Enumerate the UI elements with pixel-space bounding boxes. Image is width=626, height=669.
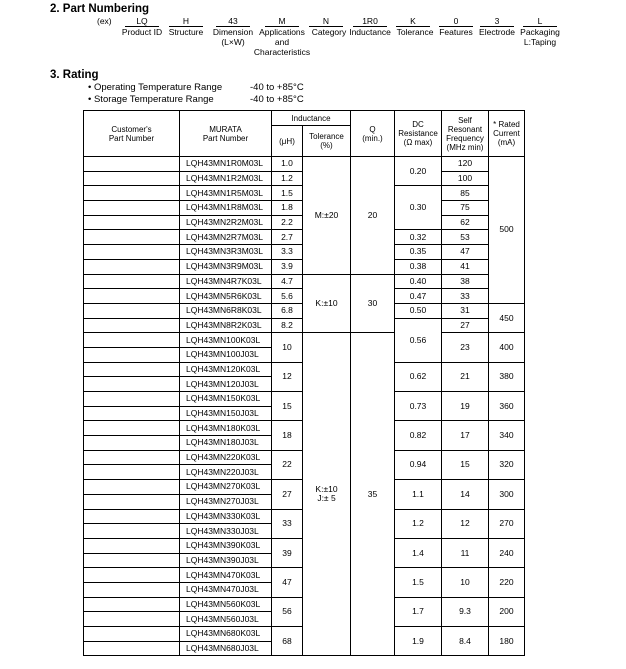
rated-current-value: 220	[489, 568, 525, 597]
murata-part-number: LQH43MN270J03L	[180, 494, 272, 509]
murata-part-number: LQH43MN1R0M03L	[180, 157, 272, 172]
header-q: Q (min.)	[351, 111, 395, 157]
murata-part-number: LQH43MN1R8M03L	[180, 201, 272, 216]
dc-resistance-value: 0.40	[395, 274, 442, 289]
operating-temp-value: -40 to +85°C	[250, 82, 304, 93]
header-srf: Self Resonant Frequency (MHz min)	[442, 111, 489, 157]
section-3-title: 3. Rating	[50, 69, 99, 81]
rated-current-value: 300	[489, 480, 525, 509]
rated-current-value: 340	[489, 421, 525, 450]
inductance-value: 1.0	[272, 157, 303, 172]
murata-part-number: LQH43MN3R9M03L	[180, 259, 272, 274]
header-rated-current: * Rated Current (mA)	[489, 111, 525, 157]
murata-part-number: LQH43MN390J03L	[180, 553, 272, 568]
customer-part-cell	[84, 406, 180, 421]
srf-value: 27	[442, 318, 489, 333]
rated-current-value: 400	[489, 333, 525, 362]
srf-value: 120	[442, 157, 489, 172]
customer-part-cell	[84, 347, 180, 362]
rated-current-value: 500	[489, 157, 525, 304]
murata-part-number: LQH43MN680K03L	[180, 627, 272, 642]
customer-part-cell	[84, 157, 180, 172]
srf-value: 17	[442, 421, 489, 450]
rated-current-value: 450	[489, 303, 525, 332]
customer-part-cell	[84, 480, 180, 495]
desc-9: Packaging L:Taping	[520, 27, 560, 47]
murata-part-number: LQH43MN150K03L	[180, 392, 272, 407]
srf-value: 41	[442, 259, 489, 274]
customer-part-cell	[84, 509, 180, 524]
customer-part-cell	[84, 612, 180, 627]
desc-1: Structure	[168, 27, 204, 37]
customer-part-cell	[84, 538, 180, 553]
inductance-value: 22	[272, 450, 303, 479]
dc-resistance-value: 0.73	[395, 392, 442, 421]
inductance-value: 6.8	[272, 303, 303, 318]
srf-value: 15	[442, 450, 489, 479]
dc-resistance-value: 1.5	[395, 568, 442, 597]
code-2: 43	[228, 16, 238, 26]
murata-part-number: LQH43MN2R2M03L	[180, 215, 272, 230]
table-row	[84, 157, 525, 172]
customer-part-cell	[84, 597, 180, 612]
tolerance-text: M:±20	[314, 209, 339, 220]
dc-resistance-value: 1.7	[395, 597, 442, 626]
header-customer-part: Customer's Part Number	[84, 111, 180, 157]
murata-part-number: LQH43MN560J03L	[180, 612, 272, 627]
srf-value: 31	[442, 303, 489, 318]
srf-value: 19	[442, 392, 489, 421]
murata-part-number: LQH43MN120J03L	[180, 377, 272, 392]
table-row	[84, 274, 525, 289]
murata-part-number: LQH43MN150J03L	[180, 406, 272, 421]
desc-5: Inductance	[349, 27, 391, 37]
srf-value: 12	[442, 509, 489, 538]
murata-part-number: LQH43MN3R3M03L	[180, 245, 272, 260]
dc-resistance-value: 1.2	[395, 509, 442, 538]
srf-value: 47	[442, 245, 489, 260]
inductance-value: 15	[272, 392, 303, 421]
table-row	[84, 333, 525, 348]
inductance-value: 1.5	[272, 186, 303, 201]
inductance-value: 2.2	[272, 215, 303, 230]
inductance-value: 39	[272, 538, 303, 567]
srf-value: 75	[442, 201, 489, 216]
customer-part-cell	[84, 171, 180, 186]
customer-part-cell	[84, 201, 180, 216]
header-tolerance: Tolerance (%)	[303, 126, 351, 157]
customer-part-cell	[84, 259, 180, 274]
dc-resistance-value: 1.1	[395, 480, 442, 509]
dc-resistance-value: 0.38	[395, 259, 442, 274]
customer-part-cell	[84, 553, 180, 568]
code-9: L	[537, 16, 543, 26]
customer-part-cell	[84, 215, 180, 230]
murata-part-number: LQH43MN2R7M03L	[180, 230, 272, 245]
rated-current-value: 200	[489, 597, 525, 626]
inductance-value: 1.2	[272, 171, 303, 186]
customer-part-cell	[84, 494, 180, 509]
customer-part-cell	[84, 377, 180, 392]
q-value: 35	[351, 333, 395, 656]
tolerance-value	[303, 157, 351, 275]
q-value: 30	[351, 274, 395, 333]
murata-part-number: LQH43MN220J03L	[180, 465, 272, 480]
customer-part-cell	[84, 392, 180, 407]
murata-part-number: LQH43MN680J03L	[180, 641, 272, 656]
inductance-value: 4.7	[272, 274, 303, 289]
code-1: H	[182, 16, 190, 26]
srf-value: 21	[442, 362, 489, 391]
srf-value: 14	[442, 480, 489, 509]
dc-resistance-value: 0.94	[395, 450, 442, 479]
dc-resistance-value: 0.82	[395, 421, 442, 450]
srf-value: 8.4	[442, 627, 489, 656]
murata-part-number: LQH43MN220K03L	[180, 450, 272, 465]
inductance-value: 47	[272, 568, 303, 597]
inductance-value: 8.2	[272, 318, 303, 333]
code-4: N	[322, 16, 330, 26]
dc-resistance-value: 0.56	[395, 318, 442, 362]
code-5: 1R0	[362, 16, 378, 26]
storage-temp-value: -40 to +85°C	[250, 94, 304, 105]
inductance-value: 27	[272, 480, 303, 509]
tolerance-value	[303, 274, 351, 333]
desc-4: Category	[311, 27, 347, 37]
srf-value: 85	[442, 186, 489, 201]
customer-part-cell	[84, 627, 180, 642]
murata-part-number: LQH43MN470K03L	[180, 568, 272, 583]
inductance-value: 3.9	[272, 259, 303, 274]
code-0: LQ	[136, 16, 148, 26]
customer-part-cell	[84, 274, 180, 289]
murata-part-number: LQH43MN100J03L	[180, 347, 272, 362]
srf-value: 62	[442, 215, 489, 230]
dc-resistance-value: 1.9	[395, 627, 442, 656]
customer-part-cell	[84, 568, 180, 583]
dc-resistance-value: 0.20	[395, 157, 442, 186]
example-label: (ex)	[97, 16, 112, 26]
desc-2: Dimension (L×W)	[212, 27, 254, 47]
inductance-value: 56	[272, 597, 303, 626]
header-murata-part: MURATA Part Number	[180, 111, 272, 157]
customer-part-cell	[84, 641, 180, 656]
customer-part-cell	[84, 465, 180, 480]
inductance-value: 18	[272, 421, 303, 450]
rated-current-value: 270	[489, 509, 525, 538]
rated-current-value: 360	[489, 392, 525, 421]
srf-value: 38	[442, 274, 489, 289]
inductance-value: 1.8	[272, 201, 303, 216]
srf-value: 53	[442, 230, 489, 245]
murata-part-number: LQH43MN5R6K03L	[180, 289, 272, 304]
code-7: 0	[453, 16, 459, 26]
dc-resistance-value: 1.4	[395, 538, 442, 567]
desc-0: Product ID	[121, 27, 163, 37]
section-2-title: 2. Part Numbering	[50, 3, 150, 15]
inductance-value: 12	[272, 362, 303, 391]
murata-part-number: LQH43MN330K03L	[180, 509, 272, 524]
rated-current-value: 180	[489, 627, 525, 656]
desc-7: Features	[439, 27, 473, 37]
desc-8: Electrode	[479, 27, 515, 37]
code-6: K	[410, 16, 416, 26]
srf-value: 10	[442, 568, 489, 597]
dc-resistance-value: 0.62	[395, 362, 442, 391]
inductance-value: 10	[272, 333, 303, 362]
customer-part-cell	[84, 582, 180, 597]
dc-resistance-value: 0.50	[395, 303, 442, 318]
srf-value: 23	[442, 333, 489, 362]
murata-part-number: LQH43MN120K03L	[180, 362, 272, 377]
dc-resistance-value: 0.35	[395, 245, 442, 260]
header-inductance: Inductance	[272, 111, 351, 126]
srf-value: 11	[442, 538, 489, 567]
code-8: 3	[494, 16, 500, 26]
inductance-value: 33	[272, 509, 303, 538]
customer-part-cell	[84, 318, 180, 333]
tolerance-text: K:±10 J:± 5	[315, 484, 338, 504]
code-3: M	[278, 16, 286, 26]
rated-current-value: 240	[489, 538, 525, 567]
dc-resistance-value: 0.47	[395, 289, 442, 304]
murata-part-number: LQH43MN1R2M03L	[180, 171, 272, 186]
inductance-value: 68	[272, 627, 303, 656]
customer-part-cell	[84, 186, 180, 201]
customer-part-cell	[84, 362, 180, 377]
desc-6: Tolerance	[396, 27, 434, 37]
rating-table	[83, 110, 525, 656]
murata-part-number: LQH43MN390K03L	[180, 538, 272, 553]
tolerance-value	[303, 333, 351, 656]
storage-temp-label: • Storage Temperature Range	[88, 94, 214, 105]
srf-value: 33	[442, 289, 489, 304]
operating-temp-label: • Operating Temperature Range	[88, 82, 223, 93]
customer-part-cell	[84, 289, 180, 304]
murata-part-number: LQH43MN180K03L	[180, 421, 272, 436]
customer-part-cell	[84, 421, 180, 436]
customer-part-cell	[84, 230, 180, 245]
srf-value: 9.3	[442, 597, 489, 626]
murata-part-number: LQH43MN180J03L	[180, 436, 272, 451]
murata-part-number: LQH43MN100K03L	[180, 333, 272, 348]
rated-current-value: 380	[489, 362, 525, 391]
customer-part-cell	[84, 450, 180, 465]
murata-part-number: LQH43MN270K03L	[180, 480, 272, 495]
inductance-value: 2.7	[272, 230, 303, 245]
inductance-value: 3.3	[272, 245, 303, 260]
murata-part-number: LQH43MN6R8K03L	[180, 303, 272, 318]
customer-part-cell	[84, 245, 180, 260]
customer-part-cell	[84, 436, 180, 451]
murata-part-number: LQH43MN8R2K03L	[180, 318, 272, 333]
header-dc-resistance: DC Resistance (Ω max)	[395, 111, 442, 157]
dc-resistance-value: 0.30	[395, 186, 442, 230]
srf-value: 100	[442, 171, 489, 186]
customer-part-cell	[84, 333, 180, 348]
murata-part-number: LQH43MN1R5M03L	[180, 186, 272, 201]
inductance-value: 5.6	[272, 289, 303, 304]
q-value: 20	[351, 157, 395, 275]
murata-part-number: LQH43MN560K03L	[180, 597, 272, 612]
desc-3: Applications and Characteristics	[253, 27, 311, 57]
tolerance-text: K:±10	[315, 297, 338, 308]
customer-part-cell	[84, 524, 180, 539]
customer-part-cell	[84, 303, 180, 318]
murata-part-number: LQH43MN4R7K03L	[180, 274, 272, 289]
dc-resistance-value: 0.32	[395, 230, 442, 245]
murata-part-number: LQH43MN330J03L	[180, 524, 272, 539]
rated-current-value: 320	[489, 450, 525, 479]
header-uh: (μH)	[272, 126, 303, 157]
murata-part-number: LQH43MN470J03L	[180, 582, 272, 597]
